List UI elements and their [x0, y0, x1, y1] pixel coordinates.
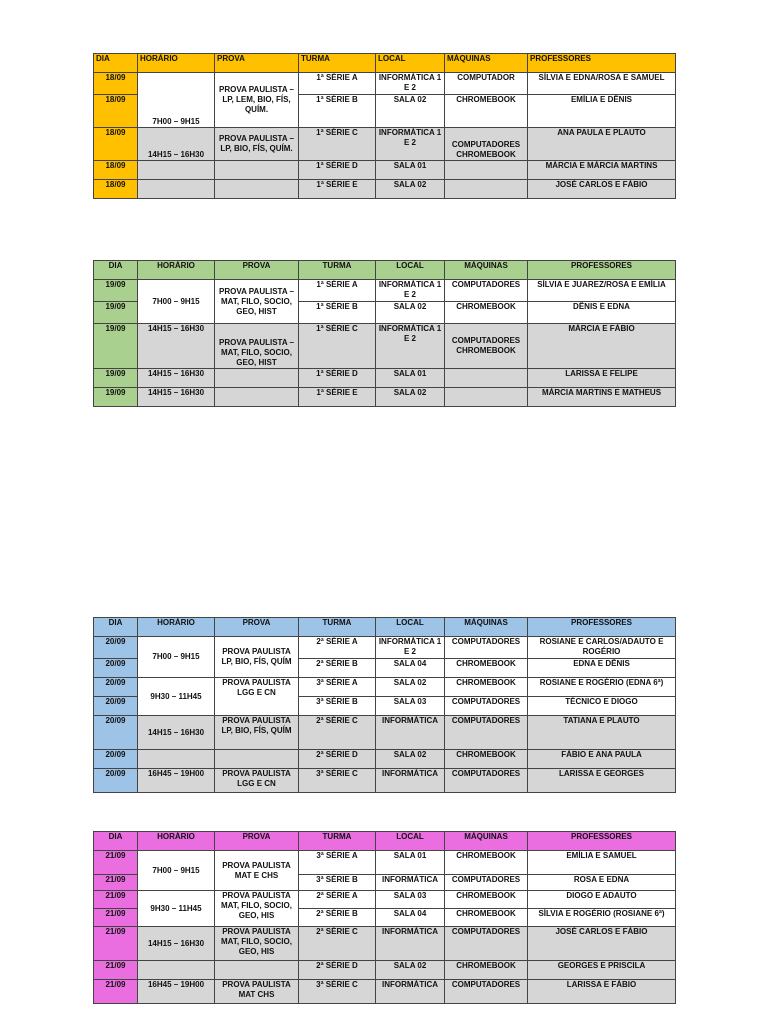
horario-cell: 14H15 – 16H30 [138, 716, 215, 750]
prova-cell: PROVA PAULISTA – LP, LEM, BIO, FÍS, QUÍM. [215, 73, 299, 128]
prova-cell: PROVA PAULISTA LP, BIO, FÍS, QUÍM [215, 716, 299, 750]
maquinas-cell-empty [445, 388, 528, 407]
header-dia: DIA [94, 54, 138, 73]
turma-cell: 3ª SÉRIE B [299, 875, 376, 891]
table-row [94, 73, 676, 95]
horario-cell: 7H00 – 9H15 [138, 73, 215, 128]
professores-cell: EDNA E DÊNIS [528, 659, 676, 678]
maquinas-cell: COMPUTADORES [445, 637, 528, 659]
prova-cell-empty [215, 161, 299, 180]
day-cell: 19/09 [94, 369, 138, 388]
day-cell: 20/09 [94, 750, 138, 769]
professores-cell: ROSA E EDNA [528, 875, 676, 891]
day-cell: 19/09 [94, 388, 138, 407]
maquinas-cell: COMPUTADORES [445, 716, 528, 750]
maquinas-cell: CHROMEBOOK [445, 95, 528, 128]
local-cell: SALA 02 [376, 302, 445, 324]
horario-cell: 16H45 – 19H00 [138, 980, 215, 1004]
header-maquinas: MÁQUINAS [445, 618, 528, 637]
horario-cell: 14H15 – 16H30 [138, 927, 215, 961]
day-cell: 21/09 [94, 961, 138, 980]
maquinas-cell: CHROMEBOOK [445, 750, 528, 769]
day-cell: 20/09 [94, 716, 138, 750]
professores-cell: TÉCNICO E DIOGO [528, 697, 676, 716]
turma-cell: 2ª SÉRIE B [299, 909, 376, 927]
table-row [94, 716, 676, 750]
professores-cell: GEORGES E PRISCILA [528, 961, 676, 980]
day-cell: 21/09 [94, 875, 138, 891]
prova-cell-empty [215, 180, 299, 199]
turma-cell: 3ª SÉRIE C [299, 980, 376, 1004]
maquinas-cell: COMPUTADORES [445, 927, 528, 961]
maquinas-cell: CHROMEBOOK [445, 302, 528, 324]
header-maquinas: MÁQUINAS [445, 832, 528, 851]
professores-cell: DÊNIS E EDNA [528, 302, 676, 324]
header-maquinas: MÁQUINAS [445, 54, 528, 73]
horario-cell: 7H00 – 9H15 [138, 851, 215, 891]
day-cell: 18/09 [94, 128, 138, 161]
turma-cell: 2ª SÉRIE B [299, 659, 376, 678]
professores-cell: MÁRCIA E FÁBIO [528, 324, 676, 369]
local-cell: INFORMÁTICA [376, 875, 445, 891]
table-row [94, 961, 676, 980]
header-prova: PROVA [215, 261, 299, 280]
professores-cell: MÁRCIA MARTINS E MATHEUS [528, 388, 676, 407]
prova-cell: PROVA PAULISTA MAT CHS [215, 980, 299, 1004]
horario-cell: 16H45 – 19H00 [138, 769, 215, 793]
turma-cell: 1ª SÉRIE A [299, 280, 376, 302]
local-cell: SALA 02 [376, 750, 445, 769]
table-row [94, 851, 676, 875]
header-dia: DIA [94, 832, 138, 851]
header-maquinas: MÁQUINAS [445, 261, 528, 280]
professores-cell: LARISSA E FÁBIO [528, 980, 676, 1004]
maquinas-cell: COMPUTADORES [445, 875, 528, 891]
prova-cell: PROVA PAULISTA MAT E CHS [215, 851, 299, 891]
turma-cell: 1ª SÉRIE A [299, 73, 376, 95]
professores-cell: EMÍLIA E DÊNIS [528, 95, 676, 128]
maquinas-cell: CHROMEBOOK [445, 909, 528, 927]
local-cell: INFORMÁTICA 1 E 2 [376, 128, 445, 161]
local-cell: INFORMÁTICA [376, 980, 445, 1004]
turma-cell: 2ª SÉRIE A [299, 891, 376, 909]
header-horario: HORÁRIO [138, 618, 215, 637]
table-row [94, 388, 676, 407]
header-turma: TURMA [299, 261, 376, 280]
local-cell: INFORMÁTICA 1 E 2 [376, 324, 445, 369]
day-cell: 21/09 [94, 980, 138, 1004]
horario-cell-empty [138, 180, 215, 199]
table-row [94, 161, 676, 180]
professores-cell: LARISSA E FELIPE [528, 369, 676, 388]
horario-cell: 9H30 – 11H45 [138, 891, 215, 927]
header-professores: PROFESSORES [528, 54, 676, 73]
table-row [94, 280, 676, 302]
professores-cell: TATIANA E PLAUTO [528, 716, 676, 750]
table-row [94, 678, 676, 697]
schedule-table-21-09 [93, 831, 676, 1004]
professores-cell: SÍLVIA E ROGÉRIO (ROSIANE 6ª) [528, 909, 676, 927]
horario-cell: 14H15 – 16H30 [138, 324, 215, 369]
table-row [94, 750, 676, 769]
schedule-table-19-09 [93, 260, 676, 407]
turma-cell: 1ª SÉRIE B [299, 95, 376, 128]
header-prova: PROVA [215, 832, 299, 851]
local-cell: INFORMÁTICA 1 E 2 [376, 73, 445, 95]
local-cell: INFORMÁTICA [376, 716, 445, 750]
turma-cell: 3ª SÉRIE A [299, 851, 376, 875]
day-cell: 20/09 [94, 769, 138, 793]
local-cell: SALA 02 [376, 388, 445, 407]
maquinas-cell: COMPUTADORES [445, 769, 528, 793]
turma-cell: 1ª SÉRIE C [299, 128, 376, 161]
header-local: LOCAL [376, 54, 445, 73]
day-cell: 18/09 [94, 180, 138, 199]
professores-cell: JOSÉ CARLOS E FÁBIO [528, 180, 676, 199]
header-prova: PROVA [215, 54, 299, 73]
turma-cell: 3ª SÉRIE B [299, 697, 376, 716]
table-row [94, 369, 676, 388]
professores-cell: FÁBIO E ANA PAULA [528, 750, 676, 769]
table-row [94, 128, 676, 161]
prova-cell: PROVA PAULISTA MAT, FILO, SOCIO, GEO, HIS [215, 927, 299, 961]
table-row [94, 637, 676, 659]
professores-cell: JOSÉ CARLOS E FÁBIO [528, 927, 676, 961]
local-cell: SALA 02 [376, 95, 445, 128]
turma-cell: 1ª SÉRIE D [299, 369, 376, 388]
professores-cell: MÁRCIA E MÁRCIA MARTINS [528, 161, 676, 180]
day-cell: 18/09 [94, 161, 138, 180]
maquinas-cell: COMPUTADORES [445, 980, 528, 1004]
turma-cell: 2ª SÉRIE C [299, 716, 376, 750]
local-cell: INFORMÁTICA [376, 769, 445, 793]
turma-cell: 1ª SÉRIE C [299, 324, 376, 369]
header-turma: TURMA [299, 54, 376, 73]
maquinas-cell: CHROMEBOOK [445, 891, 528, 909]
horario-cell: 7H00 – 9H15 [138, 637, 215, 678]
header-professores: PROFESSORES [528, 832, 676, 851]
local-cell: SALA 01 [376, 369, 445, 388]
turma-cell: 3ª SÉRIE C [299, 769, 376, 793]
table-row [94, 769, 676, 793]
header-dia: DIA [94, 618, 138, 637]
prova-cell: PROVA PAULISTA – LP, BIO, FÍS, QUÍM. [215, 128, 299, 161]
day-cell: 21/09 [94, 927, 138, 961]
maquinas-cell: COMPUTADORES [445, 697, 528, 716]
header-prova: PROVA [215, 618, 299, 637]
day-cell: 18/09 [94, 95, 138, 128]
local-cell: SALA 03 [376, 891, 445, 909]
header-turma: TURMA [299, 832, 376, 851]
local-cell: INFORMÁTICA 1 E 2 [376, 280, 445, 302]
day-cell: 19/09 [94, 280, 138, 302]
horario-cell: 14H15 – 16H30 [138, 388, 215, 407]
professores-cell: ROSIANE E ROGÉRIO (EDNA 6ª) [528, 678, 676, 697]
header-local: LOCAL [376, 261, 445, 280]
horario-cell: 14H15 – 16H30 [138, 128, 215, 161]
day-cell: 20/09 [94, 637, 138, 659]
day-cell: 21/09 [94, 909, 138, 927]
table-row [94, 927, 676, 961]
maquinas-cell: COMPUTADORES CHROMEBOOK [445, 324, 528, 369]
header-local: LOCAL [376, 618, 445, 637]
header-row [94, 832, 676, 851]
day-cell: 18/09 [94, 73, 138, 95]
day-cell: 19/09 [94, 324, 138, 369]
prova-cell: PROVA PAULISTA – MAT, FILO, SOCIO, GEO, HIST [215, 324, 299, 369]
professores-cell: LARISSA E GEORGES [528, 769, 676, 793]
prova-cell: PROVA PAULISTA – MAT, FILO, SOCIO, GEO, HIST [215, 280, 299, 324]
header-row [94, 618, 676, 637]
professores-cell: EMÍLIA E SAMUEL [528, 851, 676, 875]
local-cell: SALA 02 [376, 180, 445, 199]
maquinas-cell: CHROMEBOOK [445, 659, 528, 678]
header-dia: DIA [94, 261, 138, 280]
horario-cell-empty [138, 161, 215, 180]
header-horario: HORÁRIO [138, 832, 215, 851]
day-cell: 21/09 [94, 851, 138, 875]
horario-cell: 14H15 – 16H30 [138, 369, 215, 388]
local-cell: INFORMÁTICA [376, 927, 445, 961]
table-row [94, 180, 676, 199]
turma-cell: 1ª SÉRIE B [299, 302, 376, 324]
header-horario: HORÁRIO [138, 54, 215, 73]
prova-cell: PROVA PAULISTA LP, BIO, FÍS, QUÍM [215, 637, 299, 678]
day-cell: 19/09 [94, 302, 138, 324]
maquinas-cell: CHROMEBOOK [445, 961, 528, 980]
turma-cell: 1ª SÉRIE E [299, 180, 376, 199]
table-row [94, 324, 676, 369]
prova-cell: PROVA PAULISTA LGG E CN [215, 678, 299, 716]
prova-cell-empty [215, 388, 299, 407]
professores-cell: SÍLVIA E JUAREZ/ROSA E EMÍLIA [528, 280, 676, 302]
maquinas-cell: COMPUTADOR [445, 73, 528, 95]
header-row [94, 261, 676, 280]
turma-cell: 1ª SÉRIE D [299, 161, 376, 180]
horario-cell-empty [138, 750, 215, 769]
professores-cell: DIOGO E ADAUTO [528, 891, 676, 909]
prova-cell: PROVA PAULISTA MAT, FILO, SOCIO, GEO, HIS [215, 891, 299, 927]
horario-cell: 7H00 – 9H15 [138, 280, 215, 324]
maquinas-cell-empty [445, 180, 528, 199]
schedule-table-18-09 [93, 53, 676, 199]
prova-cell: PROVA PAULISTA LGG E CN [215, 769, 299, 793]
prova-cell-empty [215, 369, 299, 388]
local-cell: SALA 02 [376, 678, 445, 697]
maquinas-cell: CHROMEBOOK [445, 851, 528, 875]
turma-cell: 2ª SÉRIE A [299, 637, 376, 659]
maquinas-cell: CHROMEBOOK [445, 678, 528, 697]
professores-cell: SÍLVIA E EDNA/ROSA E SAMUEL [528, 73, 676, 95]
turma-cell: 3ª SÉRIE A [299, 678, 376, 697]
header-local: LOCAL [376, 832, 445, 851]
maquinas-cell-empty [445, 369, 528, 388]
turma-cell: 1ª SÉRIE E [299, 388, 376, 407]
local-cell: SALA 04 [376, 659, 445, 678]
local-cell: SALA 01 [376, 161, 445, 180]
local-cell: SALA 03 [376, 697, 445, 716]
day-cell: 20/09 [94, 659, 138, 678]
day-cell: 20/09 [94, 697, 138, 716]
header-professores: PROFESSORES [528, 618, 676, 637]
horario-cell: 9H30 – 11H45 [138, 678, 215, 716]
local-cell: SALA 01 [376, 851, 445, 875]
horario-cell-empty [138, 961, 215, 980]
turma-cell: 2ª SÉRIE C [299, 927, 376, 961]
professores-cell: ANA PAULA E PLAUTO [528, 128, 676, 161]
table-row [94, 891, 676, 909]
prova-cell-empty [215, 961, 299, 980]
maquinas-cell-empty [445, 161, 528, 180]
header-professores: PROFESSORES [528, 261, 676, 280]
turma-cell: 2ª SÉRIE D [299, 961, 376, 980]
header-horario: HORÁRIO [138, 261, 215, 280]
local-cell: SALA 02 [376, 961, 445, 980]
table-row [94, 980, 676, 1004]
day-cell: 21/09 [94, 891, 138, 909]
local-cell: SALA 04 [376, 909, 445, 927]
turma-cell: 2ª SÉRIE D [299, 750, 376, 769]
local-cell: INFORMÁTICA 1 E 2 [376, 637, 445, 659]
maquinas-cell: COMPUTADORES [445, 280, 528, 302]
day-cell: 20/09 [94, 678, 138, 697]
prova-cell-empty [215, 750, 299, 769]
header-turma: TURMA [299, 618, 376, 637]
schedule-table-20-09 [93, 617, 676, 793]
header-row [94, 54, 676, 73]
professores-cell: ROSIANE E CARLOS/ADAUTO E ROGÉRIO [528, 637, 676, 659]
maquinas-cell: COMPUTADORES CHROMEBOOK [445, 128, 528, 161]
